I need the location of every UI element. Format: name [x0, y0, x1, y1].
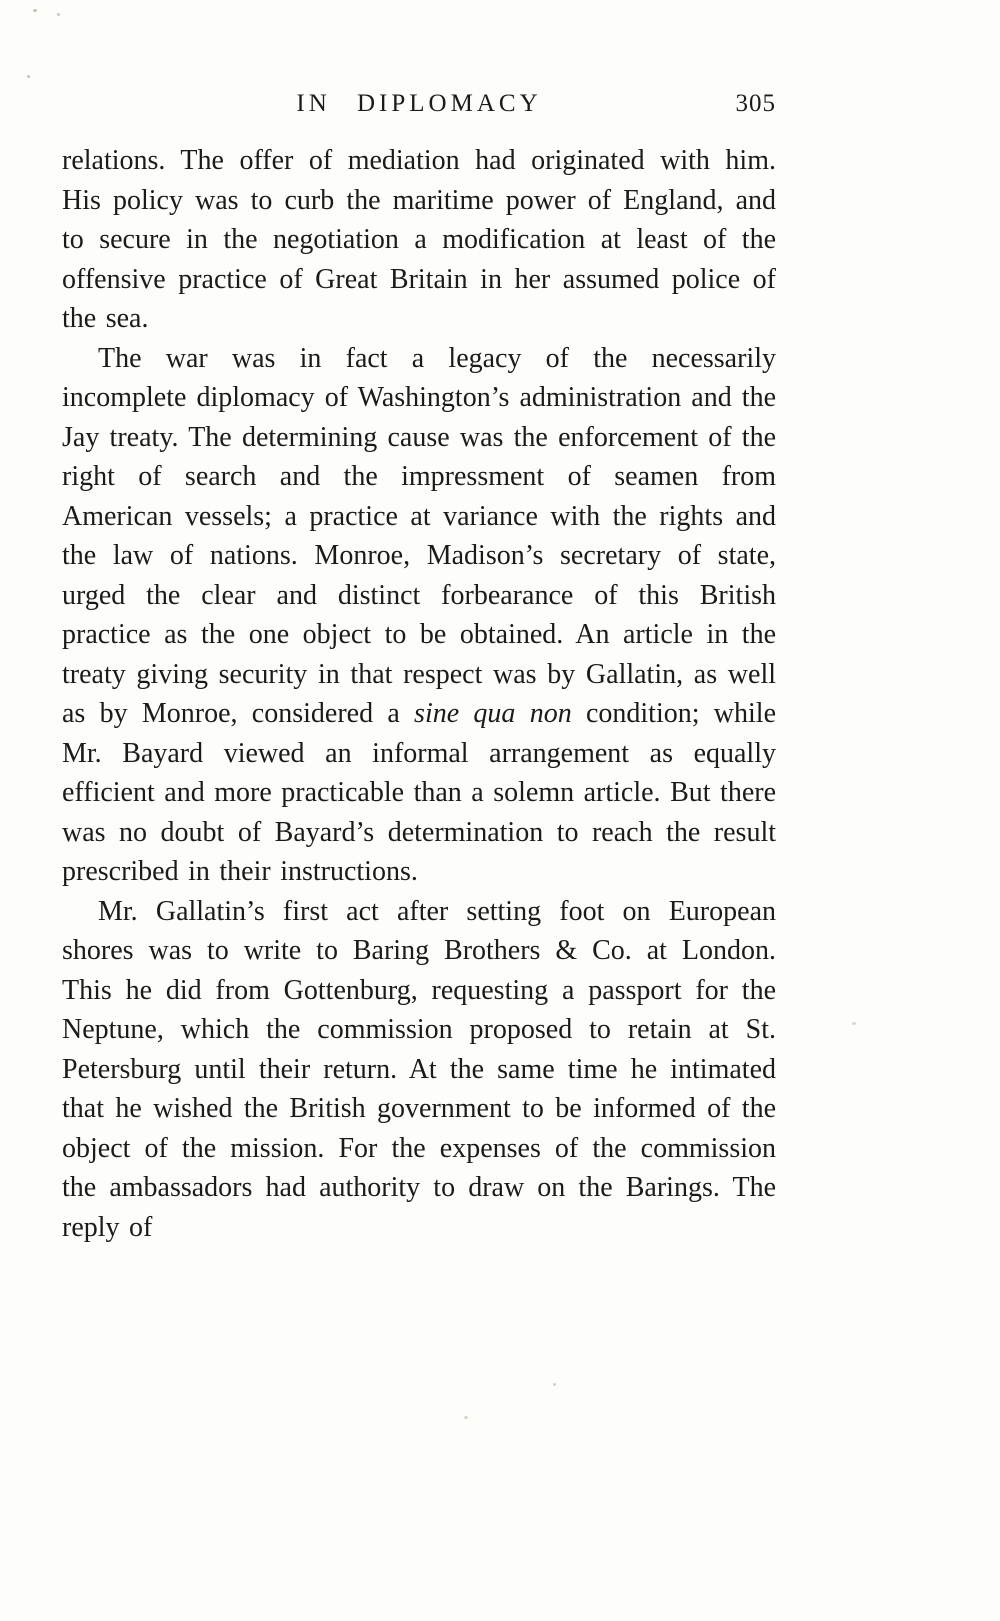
running-title: IN DIPLOMACY — [296, 90, 542, 117]
scan-speck — [852, 1022, 856, 1025]
page-header — [62, 90, 776, 124]
scan-speck — [553, 1383, 556, 1386]
paragraph-3 — [62, 892, 776, 1248]
scan-speck — [33, 9, 37, 12]
scan-speck — [57, 13, 60, 16]
page-body — [62, 141, 776, 1247]
paragraph-2-latin-phrase: sine qua non — [414, 698, 572, 729]
paragraph-3-text: Mr. Gallatin’s first act after setting foot on European shores was to write to Baring Brothers & Co. at London. This he did from Gottenburg, requesting a passport for the Neptune, which the commission proposed to retain at St. Petersburg until their return. At the same time he intimated that he wished the British government to be informed of the object of the mission. For the expenses of the commission the ambassadors had authority to draw on the Barings. The reply of — [62, 895, 776, 1243]
paragraph-1 — [62, 141, 776, 339]
paragraph-2 — [62, 339, 776, 892]
paragraph-2-text-a: The war was in fact a legacy of the necessarily incomplete diplomacy of Washington’s administration and the Jay treaty. The determining cause was the enforcement of the right of search and the impressment of seamen from American vessels; a practice at variance with the rights and the law of nations. Monroe, Madison’s secretary of state, urged the clear and distinct forbearance of this British practice as the one object to be obtained. An article in the treaty giving security in that respect was by Gallatin, as well as by Monroe, considered a — [62, 342, 776, 729]
scan-speck — [27, 75, 30, 78]
scan-speck — [464, 1416, 468, 1419]
page-number: 305 — [735, 90, 776, 117]
paragraph-2-text-b: condition; while Mr. Bayard viewed an informal arrangement as equally efficient and more practicable than a solemn article. But there was no doubt of Bayard’s determination to reach the result prescribed in their instructions. — [62, 698, 776, 887]
paragraph-1-text: relations. The offer of mediation had originated with him. His policy was to curb the maritime power of England, and to secure in the negotiation a modification at least of the offensive practice of Great Britain in her assumed police of the sea. — [62, 145, 776, 334]
